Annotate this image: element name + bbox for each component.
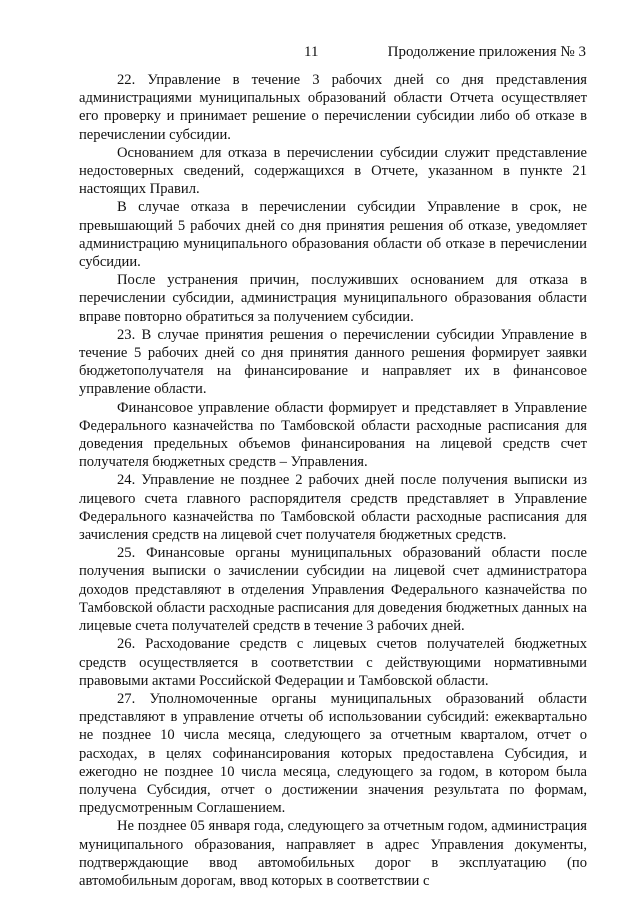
page-header xyxy=(0,44,640,64)
paragraph-refusal-notice: В случае отказа в перечислении субсидии Управление в срок, не превышающий 5 рабочих дней со дня принятия решения об отказе, уведомляет администрацию муниципального образования области об отказе в перечислении субсидии. xyxy=(79,199,587,271)
paragraph-26: 26. Расходование средств с лицевых счетов получателей бюджетных средств осуществляется в соответствии с действующими нормативными правовыми актами Российской Федерации и Тамбовской области. xyxy=(79,636,587,689)
paragraph-24: 24. Управление не позднее 2 рабочих дней после получения выписки из лицевого счета главного распорядителя средств представляет в Управление Федерального казначейства по Тамбовской области расходные расписания для зачисления средств на лицевой счет получателя бюджетных средств. xyxy=(79,472,587,544)
paragraph-27: 27. Уполномоченные органы муниципальных образований области представляют в управление отчеты об использовании субсидий: ежеквартально не позднее 10 числа месяца, следующего за отчетным кварталом, отчет о расходах, в целях софинансирования которых предоставлена Субсидия, и ежегодно не позднее 10 числа месяца, следующего за годом, в котором была получена Субсидия, отчет о достижении значения результата по формам, предусмотренным Соглашением. xyxy=(79,690,587,817)
paragraph-reapply: После устранения причин, послуживших основанием для отказа в перечислении субсидии, администрация муниципального образования области вправе повторно обратиться за получением субсидии. xyxy=(79,272,587,325)
paragraph-finance-schedules: Финансовое управление области формирует и представляет в Управление Федерального казначейства по Тамбовской области расходные расписания для доведения предельных объемов финансирования на лицевой средств счет получателя бюджетных средств – Управления. xyxy=(79,399,587,471)
appendix-label: Продолжение приложения № 3 xyxy=(387,44,586,60)
paragraph-deadline: Не позднее 05 января года, следующего за отчетным годом, администрация муниципального образования, направляет в адрес Управления документы, подтверждающие ввод автомобильных дорог в эксплуатацию (по автомобильным дорогам, ввод которых в соответствии с xyxy=(79,818,587,889)
paragraph-25: 25. Финансовые органы муниципальных образований области после получения выписки о зачислении субсидии на лицевой счет администратора доходов представляют в отделения Управления Федерального казначейства по Тамбовской области расходные расписания для доведения бюджетных данных на лицевые счета получателей средств в течение 3 рабочих дней. xyxy=(79,545,587,635)
page-number: 11 xyxy=(304,44,319,60)
paragraph-23: 23. В случае принятия решения о перечислении субсидии Управление в течение 5 рабочих дней со дня принятия данного решения формирует заявки бюджетополучателя на финансирование и направляет их в финансовое управление области. xyxy=(79,326,587,398)
paragraph-22: 22. Управление в течение 3 рабочих дней со дня представления администрациями муниципальных образований области Отчета осуществляет его проверку и принимает решение о перечислении субсидии либо об отказе в перечислении субсидии. xyxy=(79,72,587,143)
paragraph-refusal-grounds: Основанием для отказа в перечислении субсидии служит представление недостоверных сведений, содержащихся в Отчете, указанном в пункте 21 настоящих Правил. xyxy=(79,144,587,198)
document-body xyxy=(79,71,587,890)
